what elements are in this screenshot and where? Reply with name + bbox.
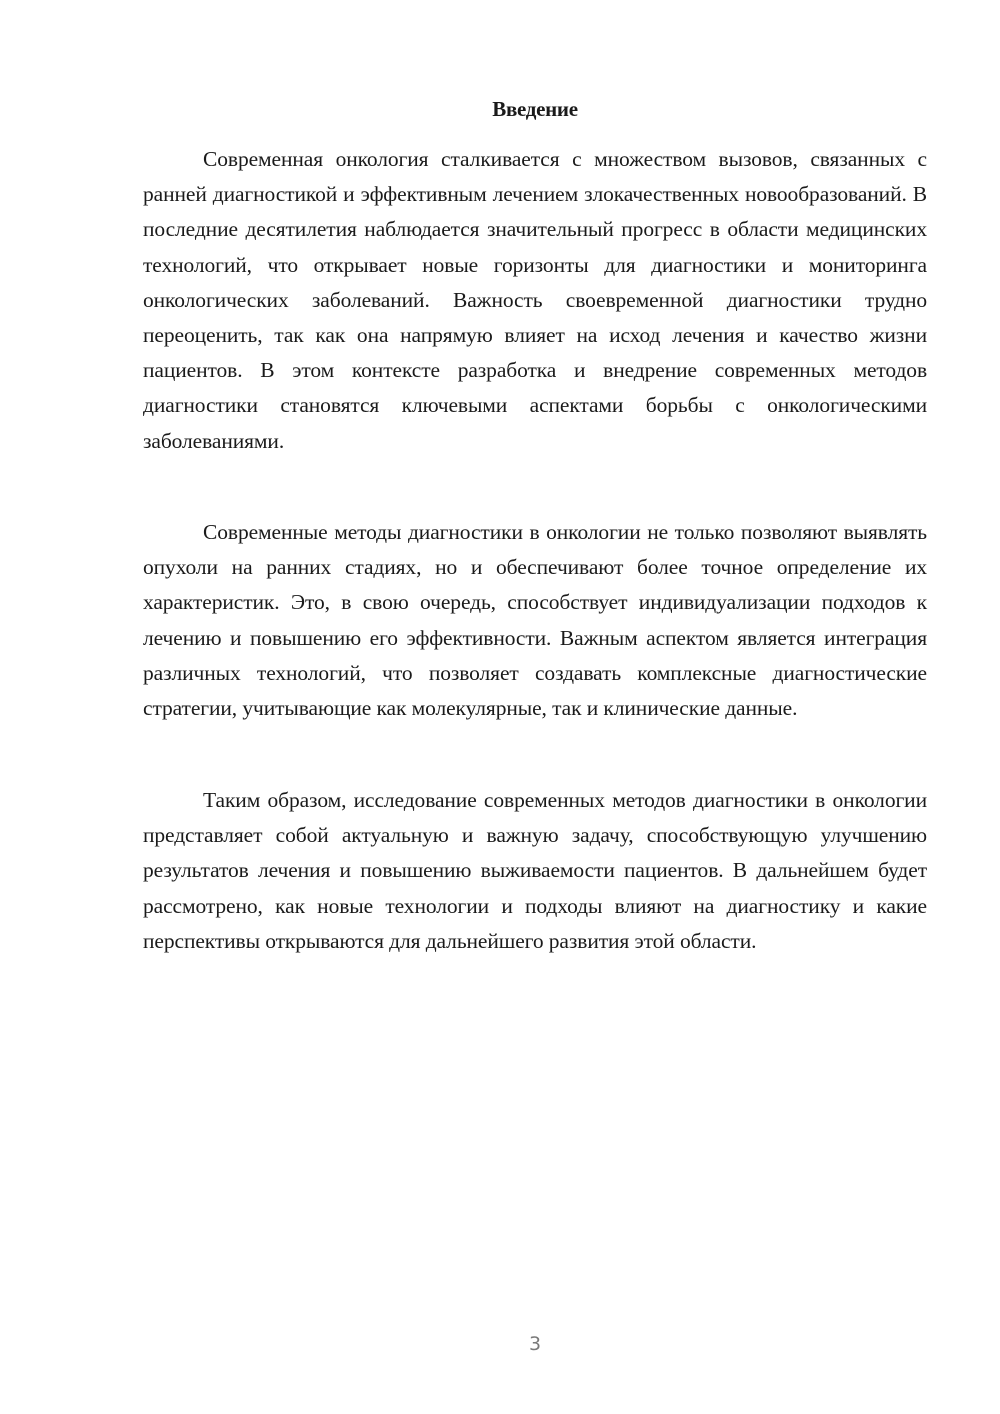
paragraph-3-block xyxy=(143,783,927,959)
paragraph-2-block xyxy=(143,515,927,726)
paragraph: Таким образом, исследование современных методов диагностики в онкологии представляет собой актуальную и важную задачу, способствующую улучшению результатов лечения и повышению выживаемости пациентов. В дальнейшем будет рассмотрено, как новые технологии и подходы влияют на диагностику и какие перспективы открываются для дальнейшего развития этой области. xyxy=(143,788,927,953)
paragraph: Современные методы диагностики в онкологии не только позволяют выявлять опухоли на ранних стадиях, но и обеспечивают более точное определение их характеристик. Это, в свою очередь, способствует индивидуализации подходов к лечению и повышению его эффективности. Важным аспектом является интеграция различных технологий, что позволяет создавать комплексные диагностические стратегии, учитывающие как молекулярные, так и клинические данные. xyxy=(143,520,927,721)
paragraph: Современная онкология сталкивается с множеством вызовов, связанных с ранней диагностикой и эффективным лечением злокачественных новообразований. В последние десятилетия наблюдается значительный прогресс в области медицинских технологий, что открывает новые горизонты для диагностики и мониторинга онкологических заболеваний. Важность своевременной диагностики трудно переоценить, так как она напрямую влияет на исход лечения и качество жизни пациентов. В этом контексте разработка и внедрение современных методов диагностики становятся ключевыми аспектами борьбы с онкологическими заболеваниями. xyxy=(143,147,927,453)
paragraph-1-block xyxy=(143,142,927,459)
section-heading: Введение xyxy=(492,97,578,121)
page-number: 3 xyxy=(528,1333,542,1355)
